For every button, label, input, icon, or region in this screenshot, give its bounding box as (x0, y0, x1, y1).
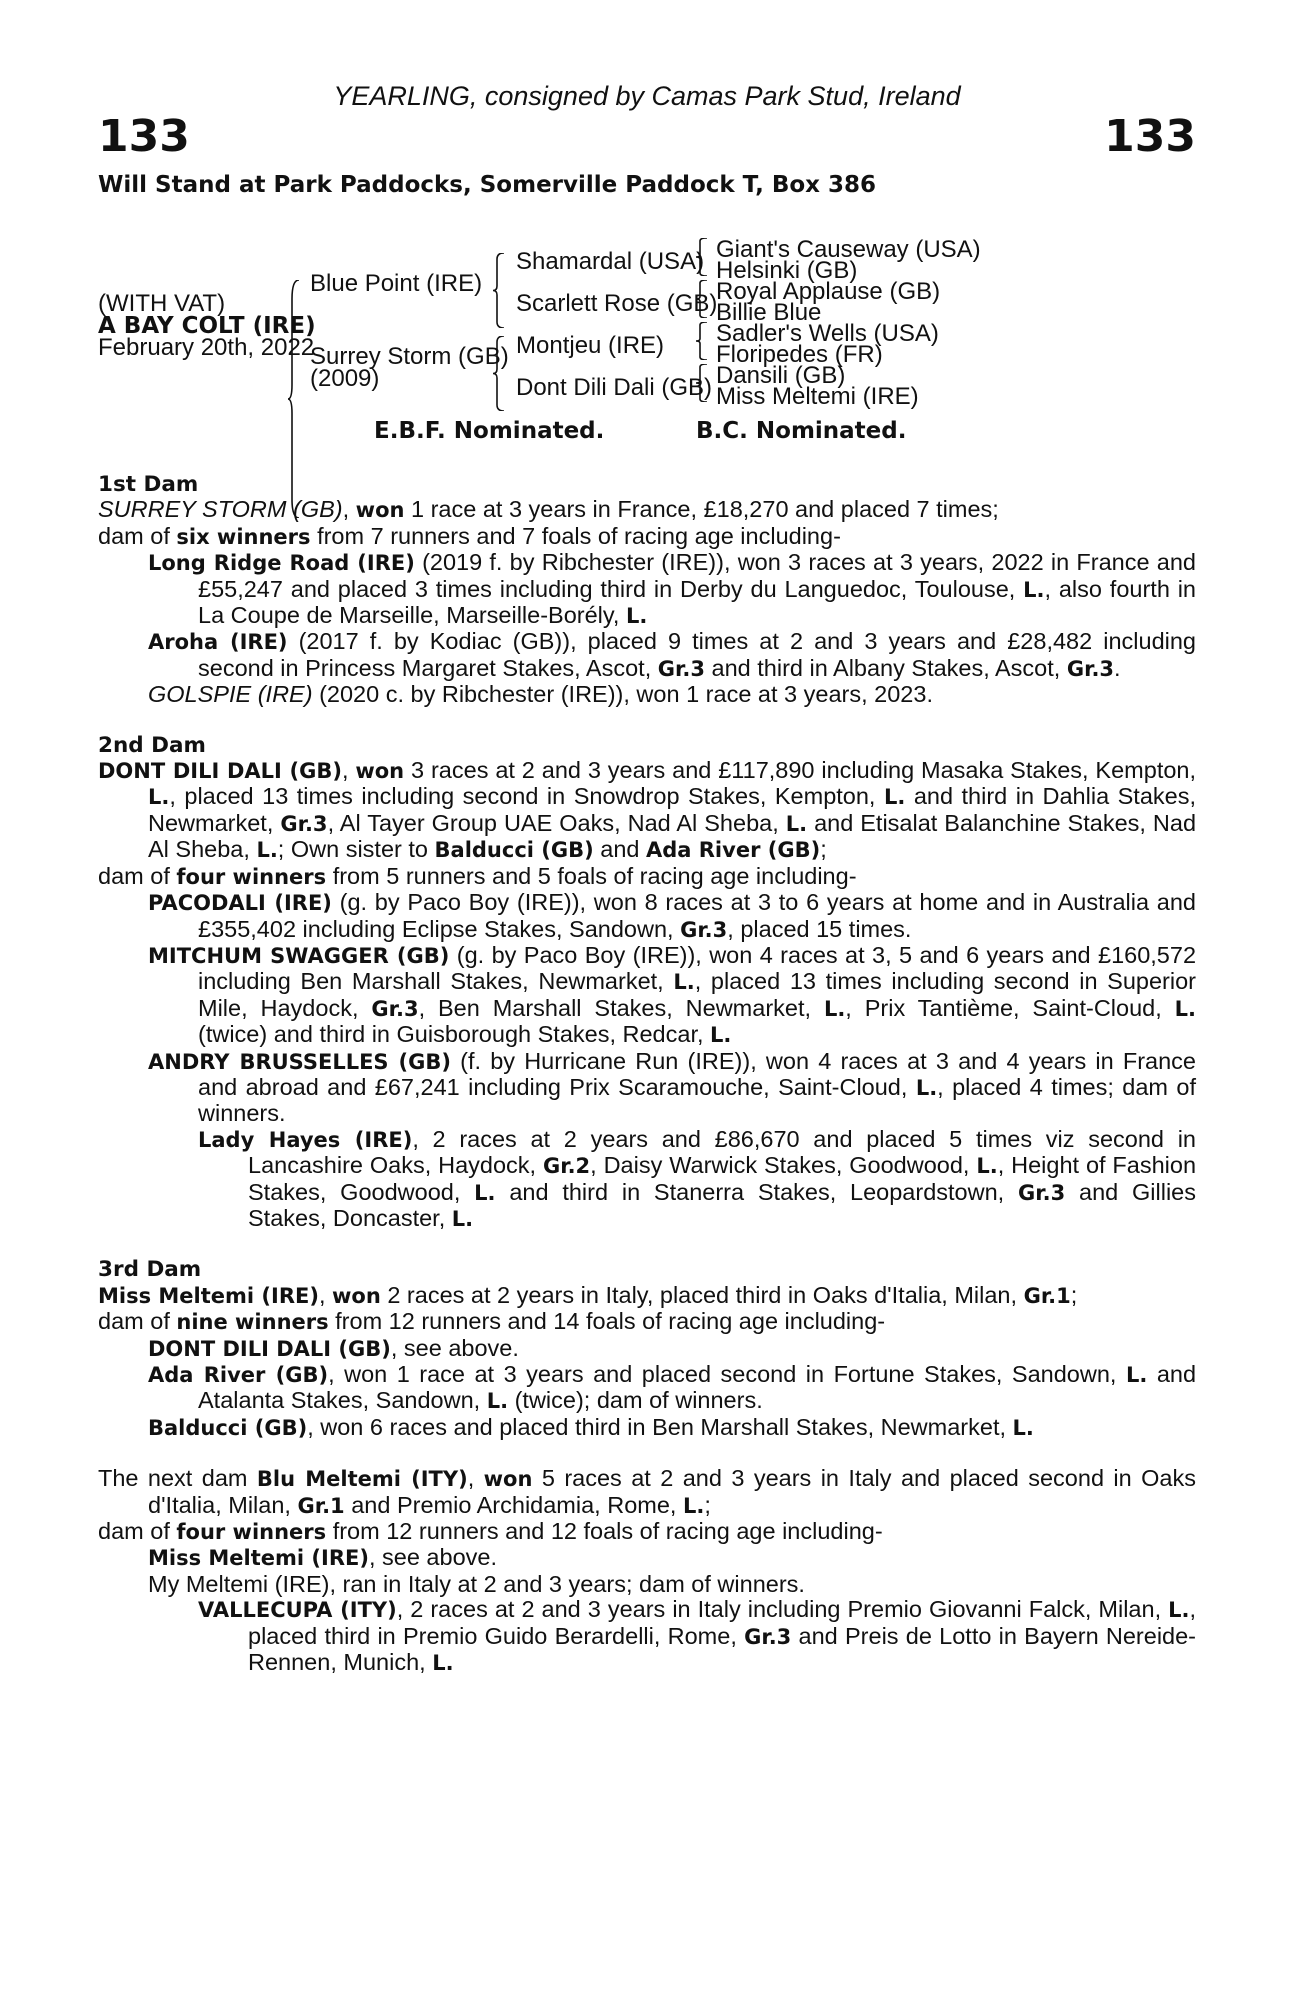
produce-entry: GOLSPIE (IRE) (2020 c. by Ribchester (IRE)), won 1 race at 3 years, 2023. (148, 681, 933, 708)
brace-dam (493, 336, 505, 411)
brace-ds (696, 322, 708, 360)
consignor-line: YEARLING, consigned by Camas Park Stud, Ireland (333, 81, 961, 111)
third-dam-name: Miss Meltemi (IRE) (98, 1283, 319, 1308)
brace-dd (696, 364, 708, 402)
first-dam-heading: 1st Dam (98, 472, 199, 497)
gg-2: Helsinki (GB) (716, 257, 858, 284)
dam: Surrey Storm (GB) (310, 343, 509, 370)
sire-sire: Shamardal (USA) (516, 248, 705, 275)
produce-entry: MITCHUM SWAGGER (GB) (g. by Paco Boy (IRE)), won 4 races at 3, 5 and 6 years and £160,572 including Ben Marshall Stakes, Newmarket, L., placed 13 times including second in Superior Mile, Haydock, Gr.3, Ben Marshall Stakes, Newmarket, L., Prix Tantième, Saint-Cloud, L. (twice) and third in Guisborough Stakes, Redcar, L. (148, 941, 1197, 1048)
grand-produce-entry: VALLECUPA (ITY), 2 races at 2 and 3 years in Italy including Premio Giovanni Falck, Milan, L., placed third in Premio Guido Berardelli, Rome, Gr.3 and Preis de Lotto in Bayern Nereide-Rennen, Munich, L. (198, 1596, 1197, 1676)
foaling-date: February 20th, 2022 (98, 334, 315, 361)
catalogue-page (98, 80, 1197, 1676)
vat-note: (WITH VAT) (98, 290, 226, 317)
third-dam-heading: 3rd Dam (98, 1257, 202, 1283)
grand-produce-entry: Lady Hayes (IRE), 2 races at 2 years and £86,670 and placed 5 times viz second in Lancashire Oaks, Haydock, Gr.2, Daisy Warwick Stakes, Goodwood, L., Height of Fashion Stakes, Goodwood, L. and third in Stanerra Stakes, Leopardstown, Gr.3 and Gillies Stakes, Doncaster, L. (198, 1125, 1197, 1231)
lot-number-right: 133 (1104, 111, 1196, 162)
ebf-nomination: E.B.F. Nominated. (374, 418, 605, 444)
next-dam-section: The next dam Blu Meltemi (ITY), won 5 races at 2 and 3 years in Italy and placed second in Oaks d'Italia, Milan, Gr.1 and Premio Archidamia, Rome, L.; dam of four winners from 12 runners and 12 foals of racing age including- Miss Meltemi (IRE), see above. My Meltemi (IRE), ran in Italy at 2 and 3 years; dam of winners. VALLECUPA (ITY), 2 races at 2 and 3 years in Italy including Premio Giovanni Falck, Milan, L., placed third in Premio Guido Berardelli, Rome, Gr.3 and Preis de Lotto in Bayern Nereide-Rennen, Munich, L. (98, 1465, 1197, 1676)
dam-sire: Montjeu (IRE) (516, 332, 665, 359)
gg-5: Sadler's Wells (USA) (716, 320, 939, 347)
second-dam-name: DONT DILI DALI (GB) (98, 759, 342, 784)
sire: Blue Point (IRE) (310, 270, 483, 297)
third-dam-section: 3rd Dam Miss Meltemi (IRE), won 2 races at 2 years in Italy, placed third in Oaks d'Italia, Milan, Gr.1; dam of nine winners from 12 runners and 14 foals of racing age including- DONT DILI DALI (GB), see above. Ada River (GB), won 1 race at 3 years and placed second in Fortune Stakes, Sandown, L. and Atalanta Stakes, Sandown, L. (twice); dam of winners. Balducci (GB), won 6 races and placed third in Ben Marshall Stakes, Newmarket, L. (98, 1257, 1197, 1440)
produce-entry: Long Ridge Road (IRE) (2019 f. by Ribchester (IRE)), won 3 races at 3 years, 2022 in France and £55,247 and placed 3 times including third in Derby du Languedoc, Toulouse, L., also fourth in La Coupe de Marseille, Marseille-Borély, L. (148, 549, 1196, 629)
gg-8: Miss Meltemi (IRE) (716, 383, 919, 410)
gg-4: Billie Blue (716, 299, 822, 326)
gg-6: Floripedes (FR) (716, 341, 883, 368)
next-dam-name: Blu Meltemi (ITY) (256, 1467, 468, 1492)
dam-dam: Dont Dili Dali (GB) (516, 374, 713, 401)
second-dam-heading: 2nd Dam (98, 732, 206, 758)
gg-3: Royal Applause (GB) (716, 278, 941, 305)
bc-nomination: B.C. Nominated. (696, 418, 907, 444)
produce-entry: My Meltemi (IRE), ran in Italy at 2 and 3 years; dam of winners. (148, 1570, 805, 1597)
pedigree-table (98, 198, 1196, 518)
stabling-location: Will Stand at Park Paddocks, Somerville Paddock T, Box 386 (98, 172, 877, 198)
produce-entry: PACODALI (IRE) (g. by Paco Boy (IRE)), won 8 races at 3 to 6 years at home and in Australia and £355,402 including Eclipse Stakes, Sandown, Gr.3, placed 15 times. (148, 889, 1196, 942)
produce-entry: DONT DILI DALI (GB), see above. (148, 1334, 519, 1361)
sire-dam: Scarlett Rose (GB) (516, 290, 718, 317)
brace-ss (696, 238, 708, 276)
brace-sire (493, 253, 505, 328)
gg-7: Dansili (GB) (716, 362, 846, 389)
produce-entry: ANDRY BRUSSELLES (GB) (f. by Hurricane Run (IRE)), won 4 races at 3 and 4 years in France and abroad and £67,241 including Prix Scaramouche, Saint-Cloud, L., placed 4 times; dam of winners. (148, 1047, 1196, 1127)
lot-name: A BAY COLT (IRE) (98, 313, 316, 339)
family-notes (98, 472, 1196, 1676)
brace-sd (696, 280, 708, 318)
gg-1: Giant's Causeway (USA) (716, 236, 981, 263)
lot-number-left: 133 (98, 111, 190, 162)
produce-entry: Aroha (IRE) (2017 f. by Kodiac (GB)), placed 9 times at 2 and 3 years and £28,482 including second in Princess Margaret Stakes, Ascot, Gr.3 and third in Albany Stakes, Ascot, Gr.3. (148, 628, 1197, 681)
first-dam-name: SURREY STORM (GB) (98, 496, 343, 523)
produce-entry: Ada River (GB), won 1 race at 3 years and placed second in Fortune Stakes, Sandown, L. and Atalanta Stakes, Sandown, L. (twice); dam of winners. (148, 1361, 1197, 1414)
produce-entry: Miss Meltemi (IRE), see above. (148, 1544, 497, 1571)
produce-entry: Balducci (GB), won 6 races and placed third in Ben Marshall Stakes, Newmarket, L. (148, 1413, 1034, 1440)
second-dam-section: 2nd Dam DONT DILI DALI (GB), won 3 races at 2 and 3 years and £117,890 including Masaka Stakes, Kempton, L., placed 13 times including second in Snowdrop Stakes, Kempton, L. and third in Dahlia Stakes, Newmarket, Gr.3, Al Tayer Group UAE Oaks, Nad Al Sheba, L. and Etisalat Balanchine Stakes, Nad Al Sheba, L.; Own sister to Balducci (GB) and Ada River (GB); dam of four winners from 5 runners and 5 foals of racing age including- PACODALI (IRE) (g. by Paco Boy (IRE)), won 8 races at 3 to 6 years at home and in Australia and £355,402 including Eclipse Stakes, Sandown, Gr.3, placed 15 times. MITCHUM SWAGGER (GB) (g. by Paco Boy (IRE)), won 4 races at 3, 5 and 6 years and £160,572 including Ben Marshall Stakes, Newmarket, L., placed 13 times including second in Superior Mile, Haydock, Gr.3, Ben Marshall Stakes, Newmarket, L., Prix Tantième, Saint-Cloud, L. (twice) and third in Guisborough Stakes, Redcar, L. ANDRY BRUSSELLES (GB) (f. by Hurricane Run (IRE)), won 4 races at 3 and 4 years in France and abroad and £67,241 including Prix Scaramouche, Saint-Cloud, L., placed 4 times; dam of winners. Lady Hayes (IRE), 2 races at 2 years and £86,670 and placed 5 times viz second in Lancashire Oaks, Haydock, Gr.2, Daisy Warwick Stakes, Goodwood, L., Height of Fashion Stakes, Goodwood, L. and third in Stanerra Stakes, Leopardstown, Gr.3 and Gillies Stakes, Doncaster, L. (98, 732, 1197, 1231)
dam-year: (2009) (310, 365, 380, 392)
first-dam-section: 1st Dam SURREY STORM (GB), won 1 race at 3 years in France, £18,270 and placed 7 times; dam of six winners from 7 runners and 7 foals of racing age including- Long Ridge Road (IRE) (2019 f. by Ribchester (IRE)), won 3 races at 3 years, 2022 in France and £55,247 and placed 3 times including third in Derby du Languedoc, Toulouse, L., also fourth in La Coupe de Marseille, Marseille-Borély, L. Aroha (IRE) (2017 f. by Kodiac (GB)), placed 9 times at 2 and 3 years and £28,482 including second in Princess Margaret Stakes, Ascot, Gr.3 and third in Albany Stakes, Ascot, Gr.3. GOLSPIE (IRE) (2020 c. by Ribchester (IRE)), won 1 race at 3 years, 2023. (98, 472, 1197, 708)
